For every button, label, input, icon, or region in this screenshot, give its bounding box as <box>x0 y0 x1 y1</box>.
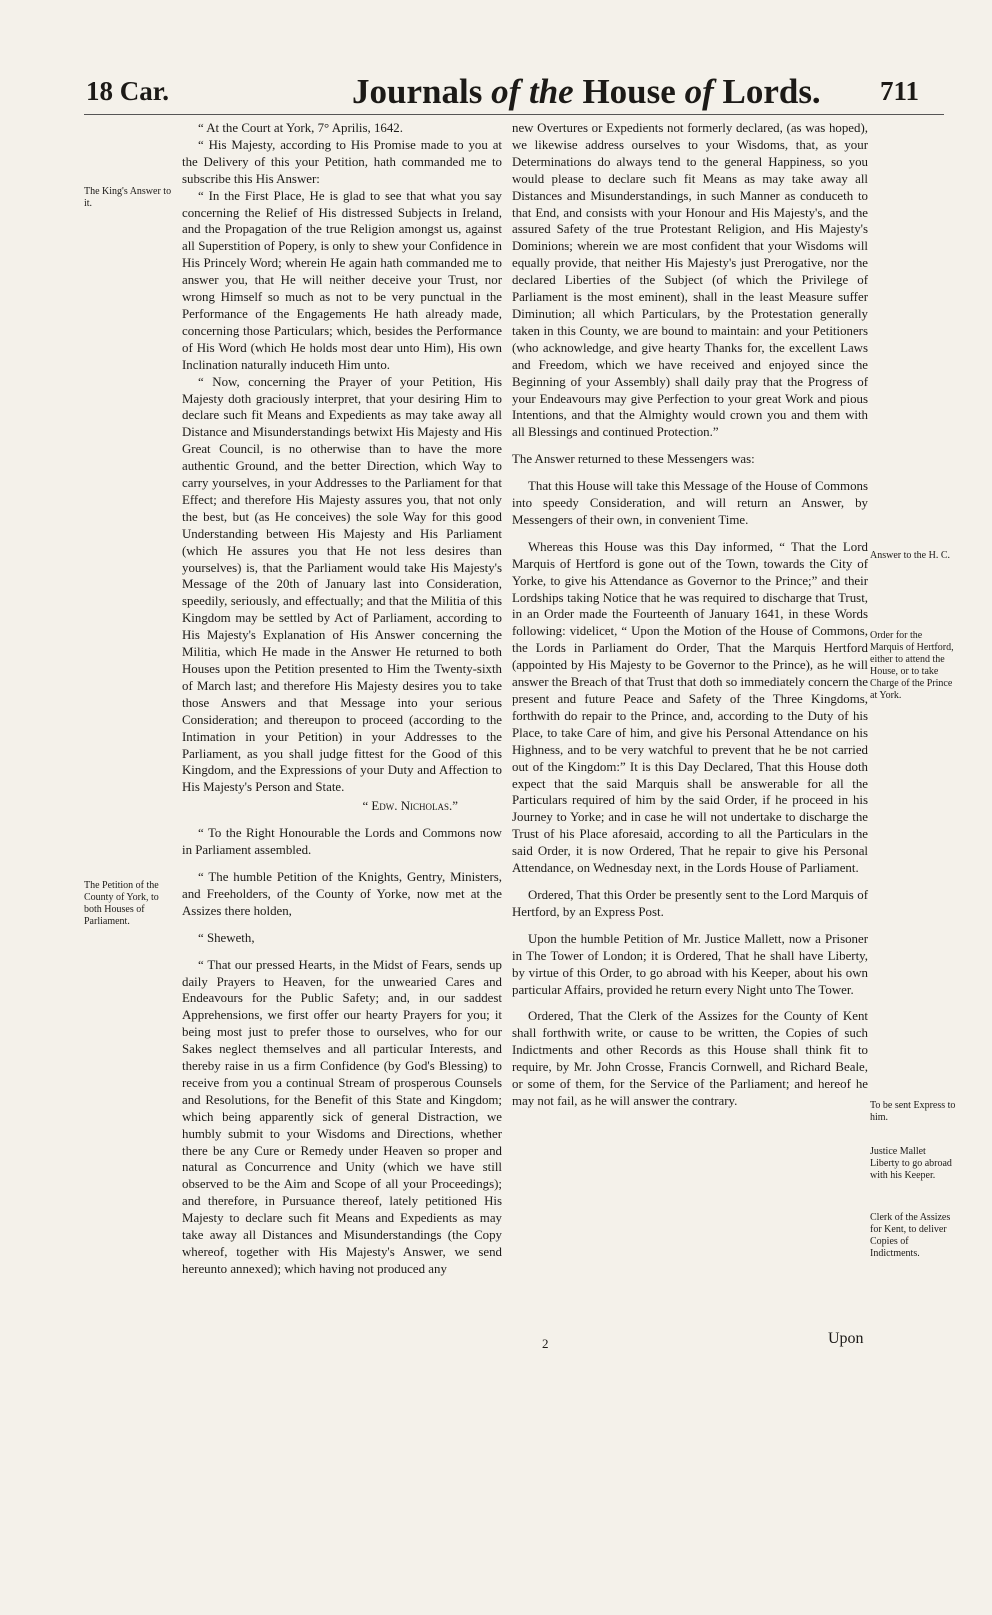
signature: “ Edw. Nicholas.” <box>362 799 458 814</box>
paragraph: “ The humble Petition of the Knights, Gentry, Ministers, and Freeholders, of the County of Yorke, now met at the Assizes there holden, <box>182 869 502 918</box>
paragraph: “ Now, concerning the Prayer of your Petition, His Majesty doth graciously interpret, that your desiring Him to declare such fit Means and Expedients as may take away all Distance and Misunderstandings betwixt His Majesty and His Great Council, is no otherwise than to have the more authentic Ground, and the better Direction, which Way to carry yourselves, in your Addresses to the Parliament for that Effect; and therefore His Majesty assures you, that not only the best, but (as He conceives) the sole Way for this good Understanding between His Majesty and His Parliament (which He assures you that He not less desires than yourselves) is, that the Parliament would take His Majesty's Message of the 20th of January last into Consideration, speedily, seriously, and effectually; and that the Militia of this Kingdom may be settled by Act of Parliament, according to His Majesty's Explanation of His Answer concerning the Militia, which He made in the Answer He returned to both Houses upon the Petition presented to Him the Twenty-sixth of March last; and therefore His Majesty desires you to take those Answers and that Message into your serious Consideration; and thereupon to proceed (according to the Intimation in your Petition) in your Addresses to the Parliament, as you shall judge fittest for the Good of this Kingdom, and the Expressions of your Duty and Affection to His Majesty's Person and State. <box>182 374 502 795</box>
header-rule <box>84 114 944 115</box>
paragraph: Upon the humble Petition of Mr. Justice Mallett, now a Prisoner in The Tower of London; it is Ordered, That he shall have Liberty, by virtue of this Order, to go abroad with his Keeper, about his own particular Affairs, provided he return every Night unto The Tower. <box>512 931 868 997</box>
margin-note-kings-answer: The King's Answer to it. <box>84 186 172 209</box>
paragraph: “ In the First Place, He is glad to see that what you say concerning the Relief of His distressed Subjects in Ireland, and the Propagation of the true Religion amongst us, against all Superstition of Popery, is only to shew your Confidence in His Princely Word; wherein He again hath commanded me to answer you, that He will neither deceive your Trust, nor wrong Himself so much as not to be very punctual in the Performance of the Engagements He hath already made, concerning those Particulars; which, besides the Performance of His Word (which He holds most dear unto Him), His own Inclination naturally induceth Him unto. <box>182 188 502 372</box>
regnal-year: 18 Car. <box>86 76 170 106</box>
paragraph: “ At the Court at York, 7° Aprilis, 1642. <box>198 121 403 135</box>
page-header <box>0 62 992 112</box>
paragraph: “ His Majesty, according to His Promise made to you at the Delivery of this your Petition, hath commanded me to subscribe this His Answer: <box>182 137 502 186</box>
paragraph: Whereas this House was this Day informed, “ That the Lord Marquis of Hertford is gone out of the Town, towards the City of Yorke, to give his Attendance as Governor to the Prince;” and their Lordships taking Notice that he was required to discharge that Trust, in an Order made the Fourteenth of January 1641, in these Words following: videlicet, “ Upon the Motion of the House of Commons, the Lords in Parliament do Order, That the Marquis Hertford (appointed by His Majesty to be Governor to the Prince), as he will answer the Breach of that Trust that doth so immediately concern the present and future Peace and Safety of the Three Kingdoms, forthwith do repair to the Prince, and, according to the Duty of his Place, to take Care of him, and give his Personal Attendance on his Highness, and to be very watchful to prevent that he be not carried out of the Kingdom:” It is this Day Declared, That this House doth expect that the said Marquis shall be answerable for all the Particulars required of him by the said Order, if he proceed in his Journey to Yorke; and in case he will not undertake to discharge the Trust of his Place aforesaid, according to all the Particulars in the said Order, it is now Ordered, That he repair to give his Personal Attendance, on Wednesday next, in the Lords House of Parliament. <box>512 539 868 876</box>
margin-note-petition-york: The Petition of the County of York, to both Houses of Parliament. <box>84 880 159 927</box>
signature-mark: 2 <box>542 1336 549 1351</box>
journal-title: Journals of the House of Lords. <box>352 72 821 111</box>
paragraph: new Overtures or Expedients not formerly declared, (as was hoped), we likewise address ourselves to your Wisdoms, that, as your Determinations do always tend to the general Happiness, so you would please to declare such fit Means as may take away all Distances and Misunderstandings, in such Manner as conduceth to that End, and consists with your Honour and His Majesty's, and the assured Safety of the true Protestant Religion, and His Majesty's Dominions; wherein we are most confident that your Wisdoms will equally provide, that neither His Majesty's just Prerogative, nor the declared Liberties of the Subject (of which the Privilege of Parliament is the most eminent), shall in the least Measure suffer Diminution; all which Particulars, by the Protestation generally taken in this County, we are bound to maintain: and your Petitioners (who acknowledge, and give hearty Thanks for, the excellent Laws and Freedom, which we have received and enjoyed since the Beginning of your Assembly) shall daily pray that the Progress of your Endeavours may give Perfection to your great Work and pious Intentions, and that the Almighty would crown you and them with all Blessings and continued Protection.” <box>512 121 868 440</box>
right-column <box>512 120 868 1110</box>
margin-note-answer-hc: Answer to the H. C. <box>870 550 950 561</box>
margin-note-mallett: Justice Mallet Liberty to go abroad with his Keeper. <box>870 1146 952 1181</box>
page-number: 711 <box>880 76 920 106</box>
paragraph: That this House will take this Message of the House of Commons into speedy Consideration, and will return an Answer, by Messengers of their own, in convenient Time. <box>512 479 868 527</box>
margin-note-order-hertford: Order for the Marquis of Hertford, either to attend the House, or to take Charge of the Prince at York. <box>870 630 954 701</box>
margin-note-express: To be sent Express to him. <box>870 1100 956 1123</box>
paragraph: The Answer returned to these Messengers was: <box>512 452 755 467</box>
left-column <box>182 120 502 1278</box>
paragraph: Ordered, That this Order be presently sent to the Lord Marquis of Hertford, by an Express Post. <box>512 887 868 919</box>
paragraph: “ Sheweth, <box>198 930 255 945</box>
paragraph: “ That our pressed Hearts, in the Midst of Fears, sends up daily Prayers to Heaven, for the unwearied Cares and Endeavours for the Public Safety; and, in our saddest Apprehensions, we first offer our hearty Prayers for you; it being most just to prefer those to ourselves, who for our Sakes neglect themselves and all particular Interests, and thereby raise in us a firm Confidence (by God's Blessing) to receive from you a continual Stream of prosperous Counsels and Resolutions, for the Benefit of this State and Kingdom; which being apparently sick of general Distraction, we humbly submit to your Wisdoms and Directions, whether there be any Cure or Remedy under Heaven so proper and natural as Concurrence and Unity (which we have still observed to be the Aim and Scope of all your Proceedings); and therefore, in Pursuance thereof, lately petitioned His Majesty to declare such fit Means and Expedients as may take away all Distances and Misunderstandings (the Copy whereof, together with His Majesty's Answer, we send hereunto annexed); which having not produced any <box>182 957 502 1276</box>
catchword: Upon <box>828 1330 864 1347</box>
paragraph: “ To the Right Honourable the Lords and Commons now in Parliament assembled. <box>182 826 502 858</box>
margin-note-kent: Clerk of the Assizes for Kent, to deliver Copies of Indictments. <box>870 1212 951 1259</box>
paragraph: Ordered, That the Clerk of the Assizes for the County of Kent shall forthwith write, or cause to be written, the Copies of such Indictments and other Records as this House shall think fit to require, by Mr. John Crosse, Francis Cornwell, and Richard Beale, or some of them, for the Service of the Parliament; and hereof he may not fail, as he will answer the contrary. <box>512 1009 868 1108</box>
